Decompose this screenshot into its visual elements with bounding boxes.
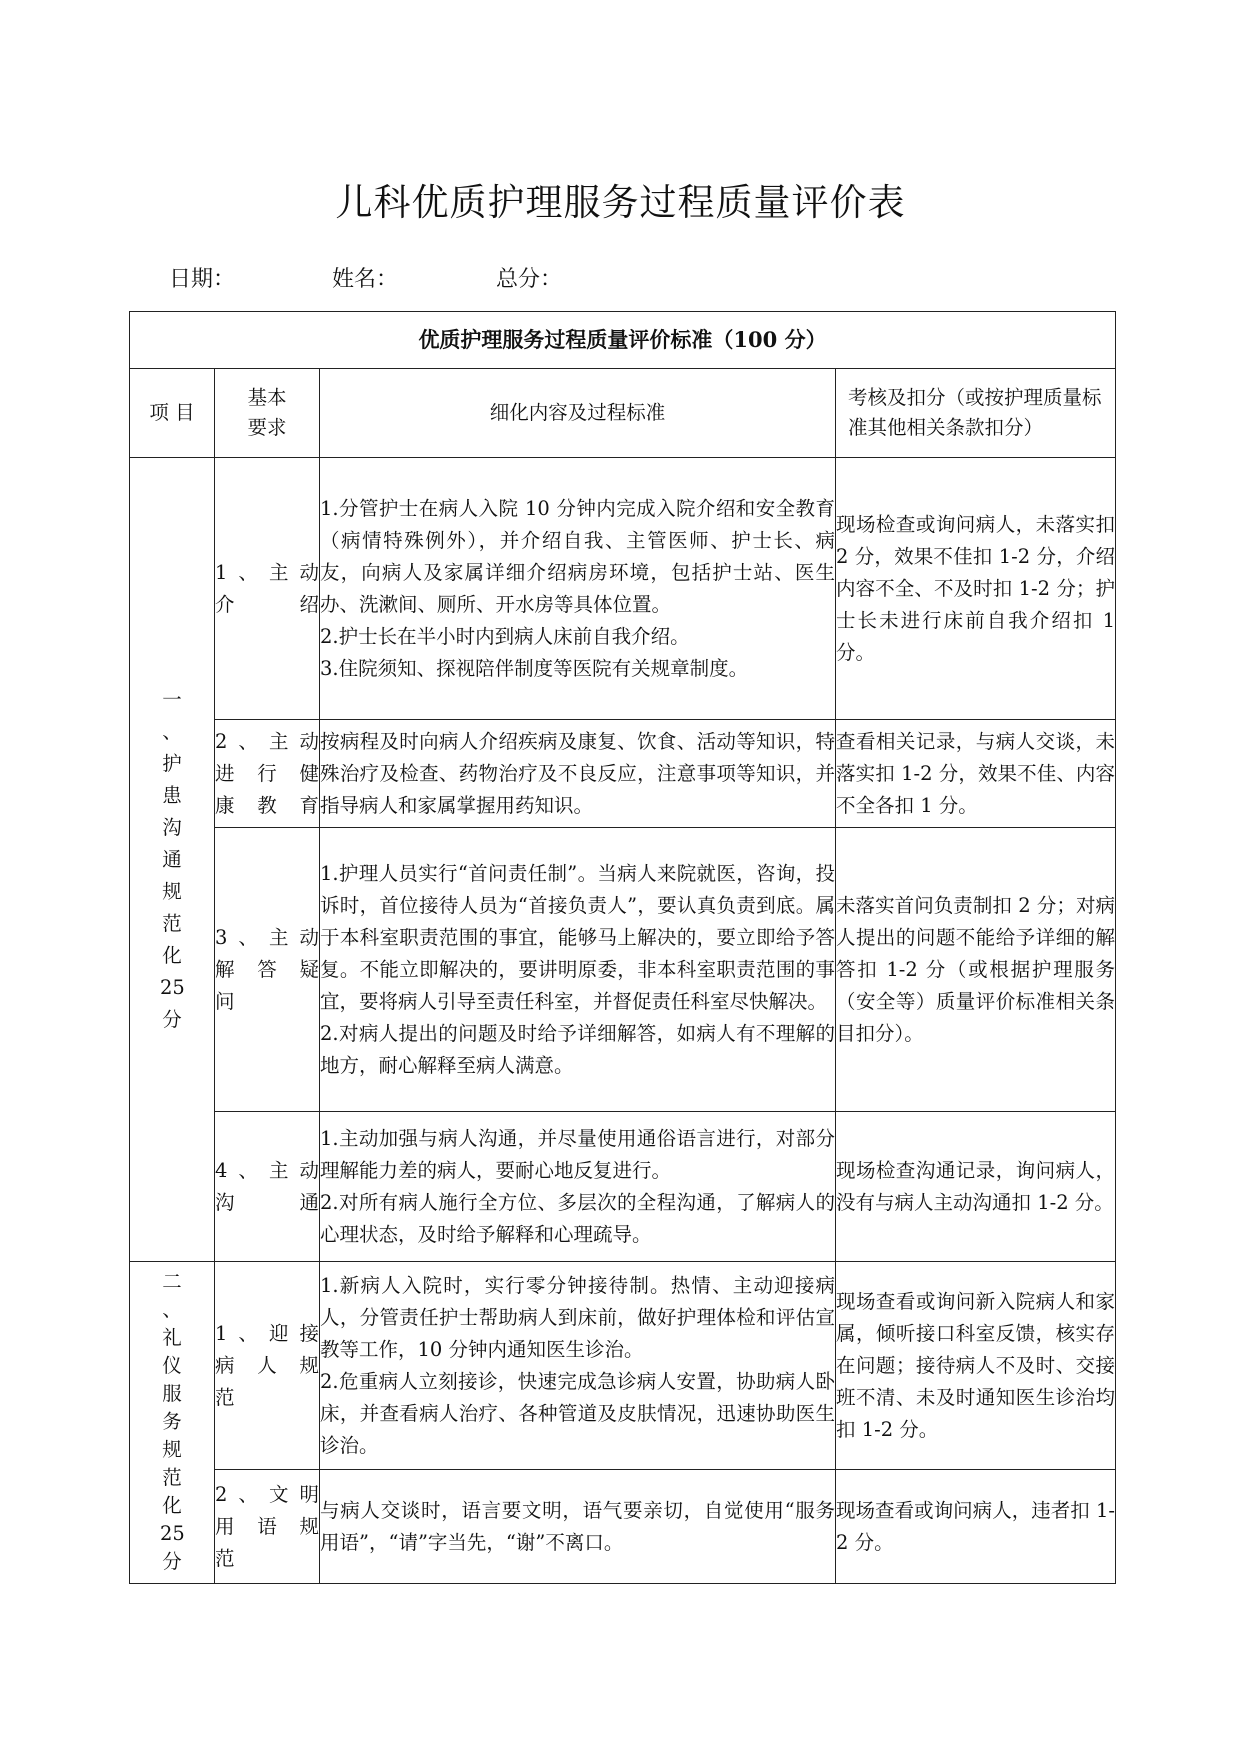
- total-score-label: 总分：: [496, 267, 563, 292]
- criteria-cell: 现场查看或询问新入院病人和家属，倾听接口科室反馈，核实存在问题；接待病人不及时、交接班不清、未及时通知医生诊治均扣 1-2 分。: [836, 1262, 1116, 1470]
- content-cell: 按病程及时向病人介绍疾病及康复、饮食、活动等知识，特殊治疗及检查、药物治疗及不良反应，注意事项等知识，并指导病人和家属掌握用药知识。: [320, 720, 836, 828]
- table-row: [130, 828, 1116, 1112]
- criteria-cell: 现场检查沟通记录，询问病人，没有与病人主动沟通扣 1-2 分。: [836, 1112, 1116, 1262]
- requirement-cell: 1、迎接 病人规 范: [215, 1262, 320, 1470]
- form-meta-row: [0, 262, 1241, 292]
- criteria-cell: 未落实首问负责制扣 2 分；对病人提出的问题不能给予详细的解答扣 1-2 分（或根据护理服务（安全等）质量评价标准相关条目扣分）。: [836, 828, 1116, 1112]
- section-label-text: 二 、 礼 仪 服 务 规 范 化 25 分: [160, 1269, 185, 1573]
- requirement-cell: 1、主动 介绍: [215, 458, 320, 720]
- page-title: 儿科优质护理服务过程质量评价表: [335, 181, 906, 224]
- criteria-cell: 现场查看或询问病人，违者扣 1-2 分。: [836, 1470, 1116, 1584]
- header-requirement-line: 基本: [247, 386, 287, 409]
- section-label-text: 一 、 护 患 沟 通 规 范 化 25 分: [160, 687, 185, 1031]
- table-row: [130, 458, 1116, 720]
- content-cell: 1.护理人员实行“首问责任制”。当病人来院就医，咨询，投诉时，首位接待人员为“首接负责人”，要认真负责到底。属于本科室职责范围的事宜，能够马上解决的，要立即给予答复。不能立即解决的，要讲明原委，非本科室职责范围的事宜，要将病人引导至责任科室，并督促责任科室尽快解决。 2.对病人提出的问题及时给予详细解答，如病人有不理解的地方，耐心解释至病人满意。: [320, 828, 836, 1112]
- header-content: 细化内容及过程标准: [320, 369, 836, 458]
- header-row: [130, 369, 1116, 458]
- header-criteria: 考核及扣分（或按护理质量标准其他相关条款扣分）: [836, 369, 1116, 458]
- header-project: 项 目: [130, 369, 215, 458]
- table-row: [130, 720, 1116, 828]
- date-label: 日期：: [169, 267, 236, 292]
- header-requirement: [215, 369, 320, 458]
- table-row: [130, 1470, 1116, 1584]
- content-cell: 1.主动加强与病人沟通，并尽量使用通俗语言进行，对部分理解能力差的病人，要耐心地反复进行。 2.对所有病人施行全方位、多层次的全程沟通，了解病人的心理状态，及时给予解释和心理疏导。: [320, 1112, 836, 1262]
- requirement-cell: 3、主动 解答疑 问: [215, 828, 320, 1112]
- requirement-cell: 4、主动 沟通: [215, 1112, 320, 1262]
- section-label: [130, 1262, 215, 1584]
- criteria-cell: 现场检查或询问病人，未落实扣 2 分，效果不佳扣 1-2 分，介绍内容不全、不及时扣 1-2 分；护士长未进行床前自我介绍扣 1 分。: [836, 458, 1116, 720]
- table-row: [130, 1262, 1116, 1470]
- evaluation-table: [129, 311, 1116, 1584]
- requirement-cell: 2、文明 用语规 范: [215, 1470, 320, 1584]
- content-cell: 1.新病人入院时，实行零分钟接待制。热情、主动迎接病人，分管责任护士帮助病人到床前，做好护理体检和评估宣教等工作，10 分钟内通知医生诊治。 2.危重病人立刻接诊，快速完成急诊病人安置，协助病人卧床，并查看病人治疗、各种管道及皮肤情况，迅速协助医生诊治。: [320, 1262, 836, 1470]
- name-label: 姓名：: [332, 267, 399, 292]
- table-row: [130, 1112, 1116, 1262]
- content-cell: 与病人交谈时，语言要文明，语气要亲切，自觉使用“服务用语”，“请”字当先，“谢”不离口。: [320, 1470, 836, 1584]
- section-label: [130, 458, 215, 1262]
- content-cell: 1.分管护士在病人入院 10 分钟内完成入院介绍和安全教育（病情特殊例外），并介绍自我、主管医师、护士长、病友，向病人及家属详细介绍病房环境，包括护士站、医生办、洗漱间、厕所、开水房等具体位置。 2.护士长在半小时内到病人床前自我介绍。 3.住院须知、探视陪伴制度等医院有关规章制度。: [320, 458, 836, 720]
- table-caption: 优质护理服务过程质量评价标准（100 分）: [130, 312, 1116, 369]
- header-requirement-line: 要求: [247, 416, 287, 439]
- requirement-cell: 2、主动 进行健 康教育: [215, 720, 320, 828]
- criteria-cell: 查看相关记录，与病人交谈，未落实扣 1-2 分，效果不佳、内容不全各扣 1 分。: [836, 720, 1116, 828]
